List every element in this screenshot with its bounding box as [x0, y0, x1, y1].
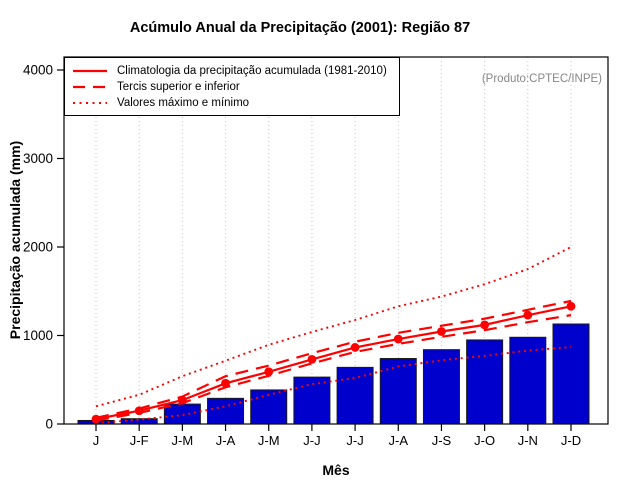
dashed-line-icon	[73, 84, 107, 90]
bar-J-O	[467, 340, 503, 424]
y-axis-title: Precipitação acumulada (mm)	[7, 140, 23, 340]
legend-label: Climatologia da precipitação acumulada (1981-2010)	[117, 65, 387, 77]
bar-J-D	[553, 324, 589, 424]
legend-box	[64, 57, 400, 116]
legend-item-maxmin	[73, 95, 399, 111]
climatology-point	[480, 320, 489, 329]
y-tick-label: 4000	[22, 62, 53, 78]
legend-label: Valores máximo e mínimo	[117, 97, 250, 109]
x-tick-label: J-M	[171, 433, 194, 448]
climatology-point	[394, 335, 403, 344]
x-tick-label: J-N	[517, 433, 538, 448]
chart-title: Acúmulo Anual da Precipitação (2001): Região 87	[129, 20, 471, 36]
legend-item-climatology	[73, 63, 399, 79]
climatology-point	[523, 311, 532, 320]
legend-item-tercis	[73, 79, 399, 95]
climatology-point	[567, 302, 576, 311]
x-tick-label: J-M	[257, 433, 280, 448]
x-tick-label: J-J	[303, 433, 321, 448]
bar-J-A	[380, 359, 416, 424]
x-tick-label: J-D	[560, 433, 582, 448]
x-tick-label: J	[92, 433, 100, 448]
climatology-point	[351, 343, 360, 352]
climatology-point	[308, 355, 317, 364]
x-tick-label: J-O	[474, 433, 496, 448]
x-tick-label: J-F	[129, 433, 149, 448]
x-tick-label: J-A	[388, 433, 409, 448]
dotted-line-icon	[73, 100, 107, 106]
bars-2001	[78, 324, 589, 424]
climatology-point	[437, 327, 446, 336]
legend-label: Tercis superior e inferior	[117, 81, 240, 93]
bar-J-J	[337, 367, 373, 424]
solid-line-icon	[73, 68, 107, 74]
y-tick-label: 2000	[22, 239, 53, 255]
bar-J-S	[423, 350, 459, 424]
y-tick-label: 3000	[22, 151, 53, 166]
x-axis-title: Mês	[322, 462, 350, 478]
y-tick-label: 0	[45, 416, 53, 432]
product-annotation: (Produto:CPTEC/INPE)	[481, 73, 602, 85]
x-tick-label: J-S	[431, 433, 452, 448]
bar-J-J	[294, 377, 330, 424]
x-tick-label: J-J	[346, 433, 364, 448]
x-tick-label: J-A	[215, 433, 236, 448]
bar-J-N	[510, 337, 546, 424]
bar-J-A	[208, 398, 244, 424]
y-tick-label: 1000	[22, 328, 53, 343]
